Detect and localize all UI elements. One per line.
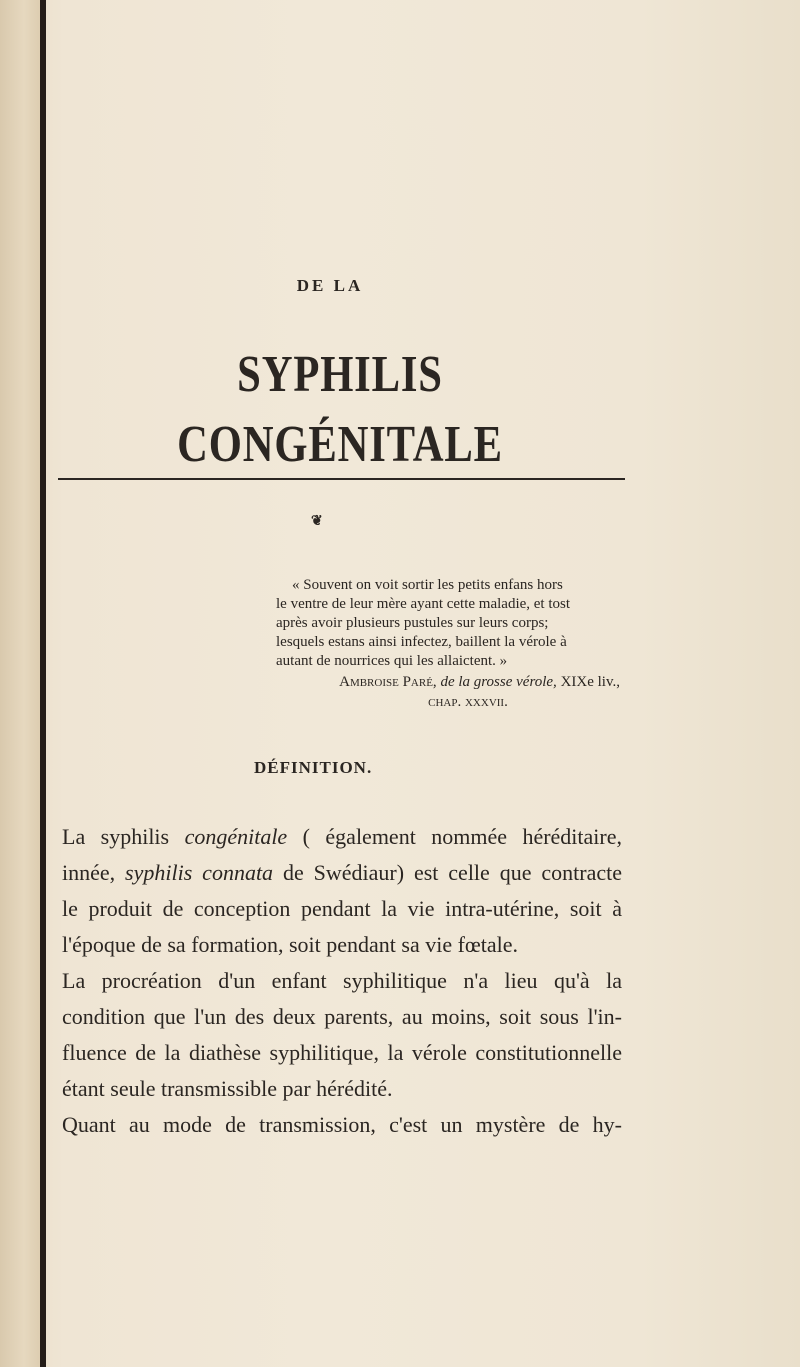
epigraph-line: lesquels estans ainsi infectez, baillent la vérole à <box>276 634 567 650</box>
attribution-author: Ambroise Paré, <box>339 674 437 690</box>
title-rule <box>58 478 625 480</box>
body-line: l'époque de sa formation, soit pendant sa vie fœtale. <box>62 932 519 957</box>
body-line: fluence de la diathèse syphilitique, la vérole constitutionnelle <box>62 1040 622 1065</box>
body-text <box>62 819 622 1143</box>
section-heading: DÉFINITION. <box>254 758 373 777</box>
epigraph-line: après avoir plusieurs pustules sur leurs corps; <box>276 615 549 631</box>
body-line: condition que l'un des deux parents, au moins, soit sous l'in- <box>62 1004 622 1029</box>
previous-page-edge <box>0 0 40 1367</box>
epigraph-line: autant de nourrices qui les allaictent. » <box>276 653 508 669</box>
body-line: Quant au mode de transmission, c'est un mystère de hy- <box>62 1112 622 1137</box>
attribution-book: XIXe liv., <box>560 674 620 690</box>
page-title: SYPHILIS CONGÉNITALE <box>177 346 503 473</box>
body-line: innée, syphilis connata de Swédiaur) est celle que contracte <box>62 860 622 885</box>
attribution-work: de la grosse vérole, <box>440 674 557 690</box>
epigraph-line: « Souvent on voit sortir les petits enfans hors <box>292 577 563 593</box>
title-prefix: DE LA <box>296 276 364 295</box>
body-line: le produit de conception pendant la vie intra-utérine, soit à <box>62 896 622 921</box>
body-line: étant seule transmissible par hérédité. <box>62 1076 393 1101</box>
body-line: La syphilis congénitale ( également nommée héréditaire, <box>62 824 622 849</box>
epigraph <box>276 576 620 671</box>
epigraph-attribution <box>276 672 620 712</box>
attribution-chapter: chap. xxxvii. <box>428 694 508 710</box>
ornament-icon: ❦ <box>311 513 323 529</box>
body-line: La procréation d'un enfant syphilitique n'a lieu qu'à la <box>62 968 622 993</box>
epigraph-line: le ventre de leur mère ayant cette maladie, et tost <box>276 596 571 612</box>
binding-gutter <box>40 0 46 1367</box>
